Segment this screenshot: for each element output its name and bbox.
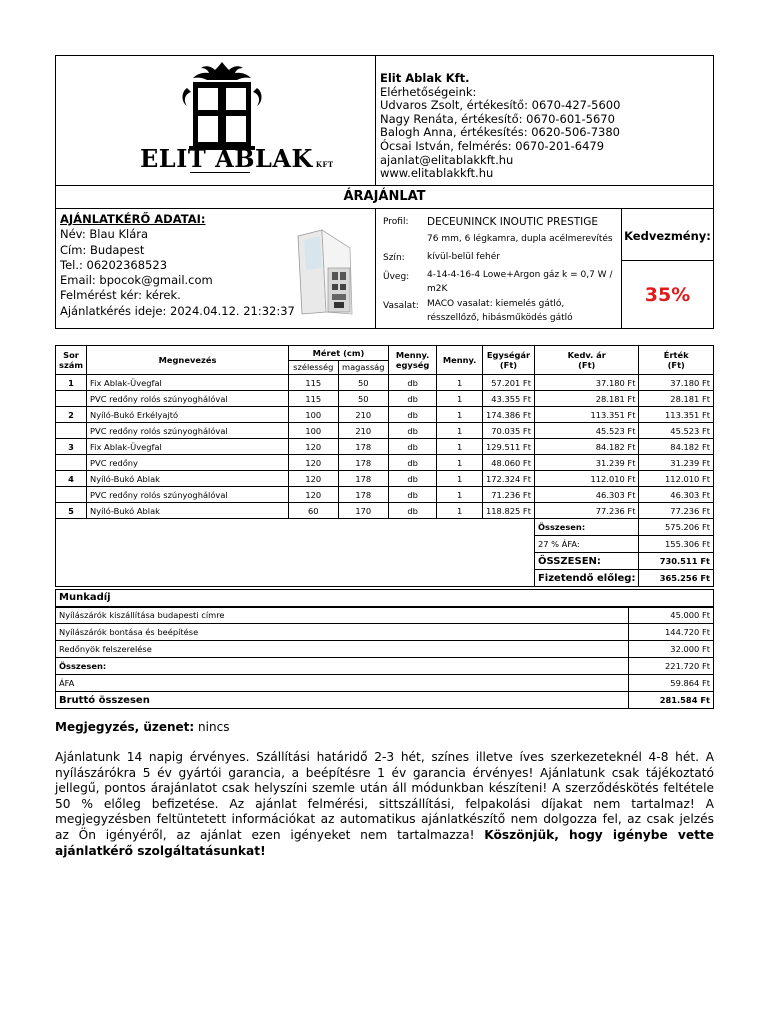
item-unit: db — [388, 471, 436, 487]
work-table — [55, 589, 714, 709]
item-unit: db — [388, 375, 436, 391]
table-row — [56, 423, 714, 439]
customer-email: Email: bpocok@gmail.com — [60, 273, 213, 288]
item-name: Nyíló-Bukó Erkélyajtó — [87, 407, 289, 423]
work-label: Redőnyök felszerelése — [56, 641, 629, 658]
item-value: 113.351 Ft — [639, 407, 714, 423]
work-row — [56, 607, 714, 624]
table-header-row — [56, 346, 714, 361]
customer-name: Név: Blau Klára — [60, 227, 149, 242]
row-number: 2 — [56, 407, 87, 423]
profil-name: DECEUNINCK INOUTIC PRESTIGE — [427, 216, 599, 228]
contact-line: Udvaros Zsolt, értékesítő: 0670-427-5600 — [380, 98, 621, 113]
work-row — [56, 692, 714, 709]
item-width: 60 — [288, 503, 338, 519]
company-contact — [380, 72, 620, 181]
item-name: PVC redőny rolós szúnyoghálóval — [87, 487, 289, 503]
afa-label: 27 % ÁFA: — [534, 536, 639, 553]
table-row — [56, 487, 714, 503]
col-header-sor: Sor szám — [56, 346, 87, 375]
item-discount-price: 84.182 Ft — [534, 439, 639, 455]
row-number: 1 — [56, 375, 87, 391]
item-name: PVC redőny rolós szúnyoghálóval — [87, 391, 289, 407]
item-value: 46.303 Ft — [639, 487, 714, 503]
contact-line: Nagy Renáta, értékesítő: 0670-601-5670 — [380, 111, 615, 126]
item-value: 112.010 Ft — [639, 471, 714, 487]
item-width: 115 — [288, 391, 338, 407]
contact-line: Balogh Anna, értékesítés: 0620-506-7380 — [380, 125, 621, 140]
item-qty: 1 — [437, 471, 483, 487]
item-name: PVC redőny — [87, 455, 289, 471]
item-unit: db — [388, 487, 436, 503]
item-unit: db — [388, 391, 436, 407]
work-value: 45.000 Ft — [629, 607, 714, 624]
item-qty: 1 — [437, 391, 483, 407]
item-discount-price: 46.303 Ft — [534, 487, 639, 503]
work-osszesen-label: Összesen: — [56, 658, 629, 675]
row-number — [56, 423, 87, 439]
item-width: 100 — [288, 423, 338, 439]
item-height: 50 — [338, 375, 388, 391]
col-header-magassag: magasság — [338, 360, 388, 375]
terms-text: Ajánlatunk 14 napig érvényes. Szállítási határidő 2-3 hét, színes illetve íves szerkezeteknél 4-8 hét. A nyílászárókra 5 év gyártói garancia, a beépítésre 1 év garancia érvényes! Ajánlatunk csak tájékoztató jellegű, pontos árajánlatot csak helyszíni szemle után áll módunkban készíteni! A szerződéskötés feltétele 50 % előleg befizetése. Az ajánlat felmérési, sittszállítási, felpakolási díjakat nem tartalmaz! A megjegyzésben feltüntetett információkat az automatikus ajánlatkészítő nem dolgozza fel, az csak jelzés az Ön igényéről, az ajánlat ezen igényeket nem tartalmazza! — [55, 750, 714, 842]
customer-heading: AJÁNLATKÉRŐ ADATAI: — [60, 212, 206, 226]
profil-label: Profil: — [383, 217, 409, 227]
item-value: 84.182 Ft — [639, 439, 714, 455]
note-value: nincs — [198, 720, 230, 734]
item-discount-price: 28.181 Ft — [534, 391, 639, 407]
item-unit-price: 174.386 Ft — [482, 407, 534, 423]
eloleg-label: Fizetendő előleg: — [534, 570, 639, 587]
item-width: 120 — [288, 439, 338, 455]
item-qty: 1 — [437, 423, 483, 439]
thanks-text: Köszönjük, hogy igénybe vette ajánlatkérő szolgáltatásunkat! — [55, 827, 715, 858]
info-divider — [621, 208, 622, 329]
work-value: 32.000 Ft — [629, 641, 714, 658]
table-row — [56, 471, 714, 487]
item-value: 45.523 Ft — [639, 423, 714, 439]
item-width: 115 — [288, 375, 338, 391]
row-number — [56, 391, 87, 407]
item-discount-price: 77.236 Ft — [534, 503, 639, 519]
col-header-ertek: Érték (Ft) — [639, 346, 714, 375]
szin-label: Szín: — [383, 253, 405, 263]
vasalat-value-2: résszellőző, hibásműködés gátló — [427, 313, 573, 323]
table-row — [56, 407, 714, 423]
item-height: 178 — [338, 471, 388, 487]
item-unit-price: 57.201 Ft — [482, 375, 534, 391]
item-height: 210 — [338, 423, 388, 439]
item-qty: 1 — [437, 455, 483, 471]
item-value: 31.239 Ft — [639, 455, 714, 471]
item-discount-price: 45.523 Ft — [534, 423, 639, 439]
work-afa-label: ÁFA — [56, 675, 629, 692]
profil-desc: 76 mm, 6 légkamra, dupla acélmerevítés — [427, 234, 613, 244]
totals-blank — [56, 519, 535, 587]
item-height: 178 — [338, 455, 388, 471]
logo-underline-ornament — [190, 172, 250, 175]
row-number: 3 — [56, 439, 87, 455]
discount-label: Kedvezmény: — [624, 229, 711, 243]
customer-phone: Tel.: 06202368523 — [60, 257, 168, 272]
item-discount-price: 113.351 Ft — [534, 407, 639, 423]
item-qty: 1 — [437, 487, 483, 503]
table-row — [56, 455, 714, 471]
customer-data — [60, 212, 295, 319]
window-profile-image — [292, 228, 370, 316]
item-qty: 1 — [437, 439, 483, 455]
item-unit-price: 48.060 Ft — [482, 455, 534, 471]
item-value: 77.236 Ft — [639, 503, 714, 519]
item-value: 28.181 Ft — [639, 391, 714, 407]
totals-row — [56, 519, 714, 536]
item-name: Nyíló-Bukó Ablak — [87, 471, 289, 487]
item-unit-price: 70.035 Ft — [482, 423, 534, 439]
row-number: 5 — [56, 503, 87, 519]
customer-address: Cím: Budapest — [60, 242, 145, 257]
item-unit: db — [388, 407, 436, 423]
row-number — [56, 455, 87, 471]
item-qty: 1 — [437, 503, 483, 519]
item-value: 37.180 Ft — [639, 375, 714, 391]
item-width: 120 — [288, 455, 338, 471]
item-height: 178 — [338, 439, 388, 455]
header-divider — [375, 55, 376, 186]
work-value: 144.720 Ft — [629, 624, 714, 641]
item-unit: db — [388, 455, 436, 471]
col-header-meret: Méret (cm) — [288, 346, 388, 361]
item-unit-price: 172.324 Ft — [482, 471, 534, 487]
osszesen-label: Összesen: — [534, 519, 639, 536]
logo-name: ELIT ABLAK — [140, 144, 313, 173]
item-height: 170 — [338, 503, 388, 519]
items-table — [55, 345, 714, 587]
vasalat-value-1: MACO vasalat: kiemelés gátló, — [427, 299, 565, 309]
work-brutto-label: Bruttó összesen — [56, 692, 629, 709]
item-discount-price: 31.239 Ft — [534, 455, 639, 471]
item-unit-price: 43.355 Ft — [482, 391, 534, 407]
table-row — [56, 439, 714, 455]
item-discount-price: 37.180 Ft — [534, 375, 639, 391]
item-unit: db — [388, 439, 436, 455]
item-unit-price: 129.511 Ft — [482, 439, 534, 455]
item-unit-price: 118.825 Ft — [482, 503, 534, 519]
uveg-value-1: 4-14-4-16-4 Lowe+Argon gáz k = 0,7 W / — [427, 270, 613, 280]
item-name: Fix Ablak-Üvegfal — [87, 375, 289, 391]
col-header-szelesseg: szélesség — [288, 360, 338, 375]
table-row — [56, 503, 714, 519]
col-header-menny-egyseg: Menny. egység — [388, 346, 436, 375]
work-label: Nyílászárók bontása és beépítése — [56, 624, 629, 641]
item-qty: 1 — [437, 407, 483, 423]
row-number: 4 — [56, 471, 87, 487]
info-divider — [375, 208, 376, 329]
discount-divider — [621, 260, 714, 261]
item-height: 178 — [338, 487, 388, 503]
col-header-megnevezes: Megnevezés — [87, 346, 289, 375]
item-name: Fix Ablak-Üvegfal — [87, 439, 289, 455]
szin-value: kívül-belül fehér — [427, 252, 500, 262]
contact-line: Elérhetőségeink: — [380, 84, 477, 99]
work-row — [56, 624, 714, 641]
work-row — [56, 675, 714, 692]
note-label: Megjegyzés, üzenet: — [55, 720, 195, 734]
work-afa-value: 59.864 Ft — [629, 675, 714, 692]
work-osszesen-value: 221.720 Ft — [629, 658, 714, 675]
brutto-value: 730.511 Ft — [639, 553, 714, 570]
contact-email: ajanlat@elitablakkft.hu — [380, 152, 514, 167]
item-unit: db — [388, 423, 436, 439]
contact-website: www.elitablakkft.hu — [380, 166, 494, 181]
customer-request-time: Ajánlatkérés ideje: 2024.04.12. 21:32:37 — [60, 303, 295, 318]
row-number — [56, 487, 87, 503]
work-heading: Munkadíj — [56, 590, 714, 607]
osszesen-value: 575.206 Ft — [639, 519, 714, 536]
item-unit-price: 71.236 Ft — [482, 487, 534, 503]
work-heading-row — [56, 590, 714, 607]
item-width: 120 — [288, 487, 338, 503]
brutto-label: ÖSSZESEN: — [534, 553, 639, 570]
vasalat-label: Vasalat: — [383, 301, 419, 311]
item-name: PVC redőny rolós szúnyoghálóval — [87, 423, 289, 439]
work-label: Nyílászárók kiszállítása budapesti címre — [56, 607, 629, 624]
table-row — [56, 391, 714, 407]
item-unit: db — [388, 503, 436, 519]
logo-suffix: KFT — [315, 160, 334, 169]
item-width: 100 — [288, 407, 338, 423]
item-height: 50 — [338, 391, 388, 407]
contact-line: Ócsai István, felmérés: 0670-201-6479 — [380, 138, 605, 153]
work-row — [56, 658, 714, 675]
note — [55, 720, 229, 734]
eloleg-value: 365.256 Ft — [639, 570, 714, 587]
col-header-menny: Menny. — [437, 346, 483, 375]
terms-paragraph — [55, 750, 714, 859]
document-title: ÁRAJÁNLAT — [343, 189, 426, 204]
afa-value: 155.306 Ft — [639, 536, 714, 553]
work-row — [56, 641, 714, 658]
table-row — [56, 375, 714, 391]
uveg-value-2: m2K — [427, 284, 448, 294]
item-discount-price: 112.010 Ft — [534, 471, 639, 487]
item-qty: 1 — [437, 375, 483, 391]
col-header-egysegar: Egységár (Ft) — [482, 346, 534, 375]
company-name: Elit Ablak Kft. — [380, 71, 470, 85]
col-header-kedv-ar: Kedv. ár (Ft) — [534, 346, 639, 375]
item-name: Nyíló-Bukó Ablak — [87, 503, 289, 519]
item-width: 120 — [288, 471, 338, 487]
item-height: 210 — [338, 407, 388, 423]
uveg-label: Üveg: — [383, 272, 410, 282]
discount-value: 35% — [644, 284, 691, 306]
logo-text — [140, 144, 334, 173]
customer-survey: Felmérést kér: kérek. — [60, 288, 181, 303]
work-brutto-value: 281.584 Ft — [629, 692, 714, 709]
